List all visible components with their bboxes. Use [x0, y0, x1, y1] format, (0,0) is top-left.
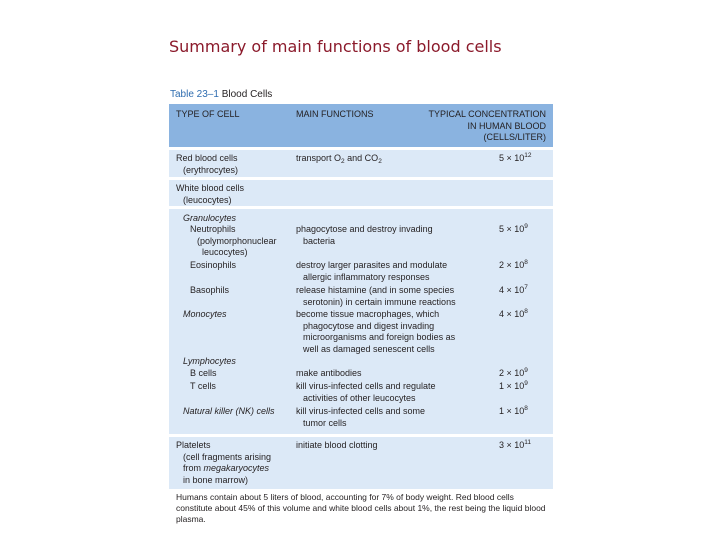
table-footnote: Humans contain about 5 liters of blood, accounting for 7% of body weight. Red blood cells constitute about 45% of this volume and white blood cells about 1%, the rest being the liquid blood plasma. — [169, 485, 553, 525]
red-cell-concentration — [499, 153, 532, 165]
t-cells-conc-base: 1 × 10 — [499, 381, 525, 391]
nk-cells-function-line1: kill virus-infected cells and some — [296, 406, 426, 416]
white-cell-alias: (leucocytes) — [183, 194, 232, 205]
basophils-conc-base: 4 × 10 — [499, 285, 525, 295]
platelets-conc-exp: 11 — [524, 439, 532, 446]
neutrophils-function-line2: bacteria — [303, 235, 336, 246]
table-caption — [170, 89, 272, 100]
b-cells-concentration — [499, 368, 528, 380]
red-conc-base: 5 × 10 — [499, 153, 525, 163]
neutrophils-alias2: leucocytes) — [202, 247, 248, 257]
platelets-concentration — [499, 440, 531, 452]
neutrophils-conc-exp: 9 — [524, 223, 528, 230]
nk-cells-concentration — [499, 406, 528, 418]
table-number: Table 23–1 — [170, 89, 219, 100]
basophils-function-line1: release histamine (and in some species — [296, 285, 455, 295]
nk-cells-name: Natural killer (NK) cells — [183, 406, 275, 416]
header-conc-line2: IN HUMAN BLOOD — [467, 120, 546, 131]
white-cell-type — [176, 183, 244, 206]
neutrophils-conc-base: 5 × 10 — [499, 224, 525, 234]
b-cells-conc-base: 2 × 10 — [499, 368, 525, 378]
eosinophils-conc-exp: 8 — [524, 259, 528, 266]
header-type: TYPE OF CELL — [176, 109, 240, 119]
header-function: MAIN FUNCTIONS — [296, 109, 374, 119]
red-function-text: transport O — [296, 153, 342, 163]
section-red-blood-cells — [169, 147, 553, 177]
monocytes-concentration — [499, 309, 528, 321]
header-concentration — [428, 109, 546, 144]
red-function-sub: 2 — [341, 158, 345, 165]
lymphocytes-group: Lymphocytes — [183, 356, 236, 366]
nk-cells-conc-base: 1 × 10 — [499, 406, 525, 416]
platelets-name: Platelets — [176, 440, 211, 450]
monocytes-name: Monocytes — [183, 309, 227, 319]
platelets-type — [176, 440, 271, 486]
blood-cells-table — [169, 104, 553, 490]
platelets-alias1: (cell fragments arising — [183, 451, 272, 462]
monocytes-function-line4: well as damaged senescent cells — [303, 343, 435, 354]
b-cells-function: make antibodies — [296, 368, 362, 378]
neutrophils-concentration — [499, 224, 528, 236]
eosinophils-concentration — [499, 260, 528, 272]
t-cells-function-line2: activities of other leucocytes — [303, 392, 416, 403]
eosinophils-function-line1: destroy larger parasites and modulate — [296, 260, 448, 270]
t-cells-function-line1: kill virus-infected cells and regulate — [296, 381, 436, 391]
red-cell-alias: (erythrocytes) — [183, 164, 239, 175]
platelets-alias2-text: from — [183, 463, 204, 473]
neutrophils-type — [176, 224, 277, 259]
basophils-function-line2: serotonin) in certain immune reactions — [303, 296, 456, 307]
red-function-sub2: 2 — [378, 158, 382, 165]
neutrophils-alias1: (polymorphonuclear — [197, 235, 277, 246]
basophils-function — [296, 285, 456, 308]
t-cells-function — [296, 381, 436, 404]
nk-cells-function — [296, 406, 425, 429]
header-conc-line3: (CELLS/LITER) — [483, 132, 546, 142]
table-header — [169, 104, 553, 147]
granulocytes-group: Granulocytes — [183, 213, 237, 223]
platelets-alias3: in bone marrow) — [183, 474, 249, 485]
monocytes-function — [296, 309, 455, 355]
red-cell-type — [176, 153, 238, 176]
red-cell-name: Red blood cells — [176, 153, 238, 163]
eosinophils-name: Eosinophils — [190, 260, 237, 270]
monocytes-function-line2: phagocytose and digest invading — [303, 320, 435, 331]
eosinophils-conc-base: 2 × 10 — [499, 260, 525, 270]
header-conc-line1: TYPICAL CONCENTRATION — [428, 109, 546, 119]
b-cells-name: B cells — [190, 368, 217, 378]
eosinophils-function-line2: allergic inflammatory responses — [303, 271, 430, 282]
monocytes-conc-base: 4 × 10 — [499, 309, 525, 319]
section-white-blood-cells — [169, 177, 553, 206]
t-cells-conc-exp: 9 — [524, 380, 528, 387]
red-conc-exp: 12 — [524, 152, 532, 159]
monocytes-function-line1: become tissue macrophages, which — [296, 309, 440, 319]
basophils-conc-exp: 7 — [524, 284, 528, 291]
red-cell-function — [296, 153, 382, 165]
white-cell-name: White blood cells — [176, 183, 245, 193]
platelets-conc-base: 3 × 10 — [499, 440, 525, 450]
section-leucocyte-subtypes — [169, 206, 553, 434]
neutrophils-function-line1: phagocytose and destroy invading — [296, 224, 433, 234]
nk-cells-function-line2: tumor cells — [303, 417, 347, 428]
table-caption-title: Blood Cells — [221, 89, 273, 100]
slide-title: Summary of main functions of blood cells — [169, 37, 502, 56]
t-cells-name: T cells — [190, 381, 216, 391]
neutrophils-name: Neutrophils — [190, 224, 236, 234]
monocytes-function-line3: microorganisms and foreign bodies as — [303, 332, 456, 342]
neutrophils-function — [296, 224, 433, 247]
platelets-function: initiate blood clotting — [296, 440, 378, 450]
red-function-text2: and CO — [344, 153, 379, 163]
b-cells-conc-exp: 9 — [524, 367, 528, 374]
monocytes-conc-exp: 8 — [524, 308, 528, 315]
nk-cells-conc-exp: 8 — [524, 405, 528, 412]
eosinophils-function — [296, 260, 447, 283]
t-cells-concentration — [499, 381, 528, 393]
platelets-alias2 — [176, 463, 271, 475]
basophils-concentration — [499, 285, 528, 297]
basophils-name: Basophils — [190, 285, 230, 295]
platelets-alias2-italic: megakaryocytes — [203, 463, 270, 473]
section-platelets — [169, 434, 553, 490]
